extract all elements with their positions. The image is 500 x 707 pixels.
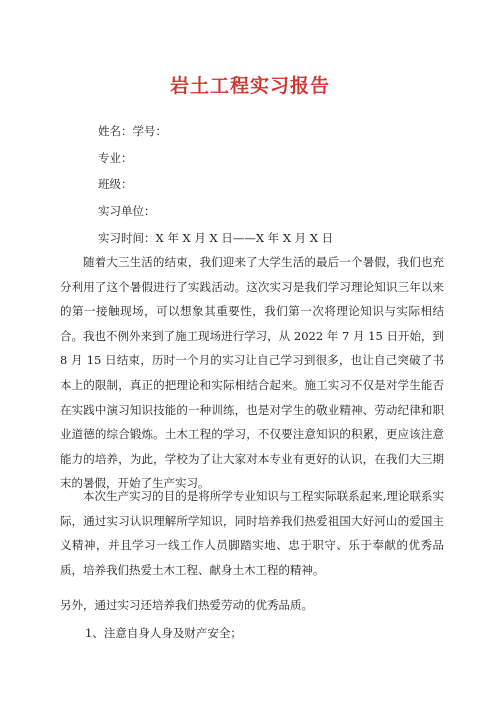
list-item-safety: 1、注意自身人身及财产安全； [85, 626, 242, 640]
document-title: 岩土工程实习报告 [169, 75, 330, 97]
field-name-student-id: 姓名：学号： [98, 124, 167, 138]
paragraph-purpose: 本次生产实习的目的是将所学专业知识与工程实际联系起来,理论联系实际，通过实习认识理解所学知识，同时培养我们热爱祖国大好河山的爱国主义精神，并且学习一线工作人员脚踏实地、忠于职守、乐于奉献的优秀品质，培养我们热爱土木工程、献身土木工程的精神。 [60, 489, 444, 577]
field-internship-unit: 实习单位： [98, 204, 156, 218]
field-internship-time: 实习时间：X 年 X 月 X 日——X 年 X 月 X 日 [98, 231, 334, 245]
paragraph-intro: 随着大三生活的结束，我们迎来了大学生活的最后一个暑假，我们也充分利用了这个暑假进行了实践活动。这次实习是我们学习理论知识三年以来的第一接触现场，可以想象其重要性，我们第一次将理论知识与实际相结合。我也不例外来到了施工现场进行学习，从 2022 年 7 月 15 日开始，到 8 月 15 日结束，历时一个月的实习让自己学习到很多，也让自己突破了书本上的限制，真正的把理论和实际相结合起来。施工实习不仅是对学生能否在实践中演习知识技能的一种训练，也是对学生的敬业精神、劳动纪律和职业道德的综合锻炼。土木工程的学习，不仅要注意知识的积累，更应该注意能力的培养，为此，学校为了让大家对本专业有更好的认识，在我们大三期末的暑假，开始了生产实习。 [60, 255, 444, 491]
field-major: 专业： [98, 151, 133, 165]
field-class: 班级： [98, 177, 133, 191]
paragraph-labor: 另外，通过实习还培养我们热爱劳动的优秀品质。 [60, 598, 313, 612]
